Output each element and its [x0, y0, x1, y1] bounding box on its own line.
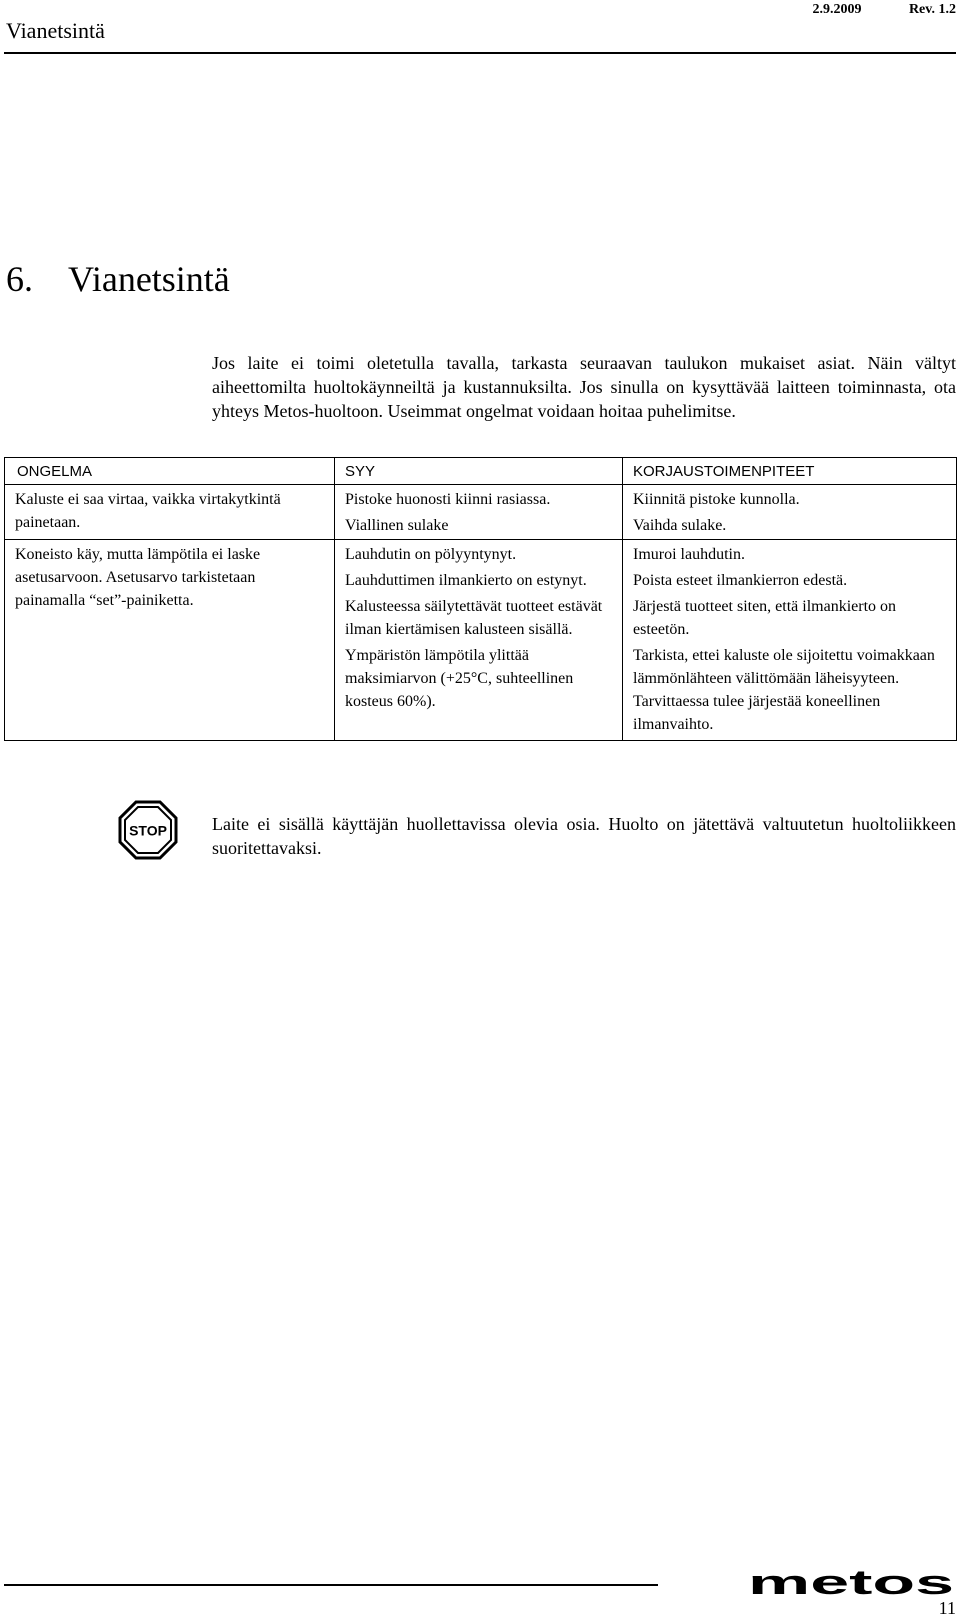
header-action: KORJAUSTOIMENPITEET [623, 458, 957, 485]
chapter-title: Vianetsintä [68, 259, 230, 299]
problem-cell: Kaluste ei saa virtaa, vaikka virtakytkintä painetaan. [5, 485, 335, 540]
table-row [5, 540, 957, 741]
cause-item: Pistoke huonosti kiinni rasiassa. [345, 491, 551, 508]
action-item: Kiinnitä pistoke kunnolla. [633, 491, 800, 508]
header-meta [812, 2, 956, 18]
page-number: 11 [938, 1598, 956, 1618]
header-title: Vianetsintä [6, 18, 105, 43]
chapter-heading [6, 258, 230, 300]
action-item: Poista esteet ilmankierron edestä. [633, 572, 848, 589]
header-problem: ONGELMA [5, 458, 335, 485]
problem-cell: Koneisto käy, mutta lämpötila ei laske asetusarvoon. Asetusarvo tarkistetaan painamalla “set”-painiketta. [5, 540, 335, 741]
table-header-row [5, 458, 957, 485]
warning-text: Laite ei sisällä käyttäjän huollettavissa olevia osia. Huolto on jätettävä valtuutetun huoltoliikkeen suoritettavaksi. [212, 814, 956, 858]
action-item: Imuroi lauhdutin. [633, 546, 745, 563]
header-revision: Rev. 1.2 [908, 2, 956, 17]
action-item: Tarkista, ettei kaluste ole sijoitettu voimakkaan lämmönlähteen välittömään läheisyyteen. Tarvittaessa tulee järjestää koneellinen ilmanvaihto. [633, 647, 935, 733]
cause-item: Kalusteessa säilytettävät tuotteet estävät ilman kiertämisen kalusteen sisällä. [345, 598, 603, 638]
metos-logo [746, 1570, 956, 1596]
stop-sign-text: STOP [129, 822, 167, 839]
cause-item: Lauhdutin on pölyyntynyt. [345, 546, 517, 563]
cause-item: Ympäristön lämpötila ylittää maksimiarvon (+25°C, suhteellinen kosteus 60%). [345, 647, 574, 710]
stop-sign-icon [118, 800, 178, 860]
header-rule [4, 52, 956, 54]
cause-cell [335, 485, 623, 540]
action-cell [623, 485, 957, 540]
cause-item: Lauhduttimen ilmankierto on estynyt. [345, 572, 587, 589]
header-date: 2.9.2009 [812, 2, 862, 17]
logo-text: metos [748, 1570, 954, 1596]
chapter-number: 6. [6, 259, 33, 299]
intro-paragraph: Jos laite ei toimi oletetulla tavalla, tarkasta seuraavan taulukon mukaiset asiat. Näin vältyt aiheettomilta huoltokäynneiltä ja kustannuksilta. Jos sinulla on kysyttävää laitteen toiminnasta, ota yhteys Metos-huoltoon. Useimmat ongelmat voidaan hoitaa puhelimitse. [212, 353, 956, 421]
action-item: Järjestä tuotteet siten, että ilmankierto on esteetön. [633, 598, 897, 638]
action-cell [623, 540, 957, 741]
troubleshooting-table [4, 457, 957, 741]
footer-rule [4, 1584, 658, 1586]
header-cause: SYY [335, 458, 623, 485]
action-item: Vaihda sulake. [633, 517, 727, 534]
cause-cell [335, 540, 623, 741]
cause-item: Viallinen sulake [345, 517, 449, 534]
table-row [5, 485, 957, 540]
